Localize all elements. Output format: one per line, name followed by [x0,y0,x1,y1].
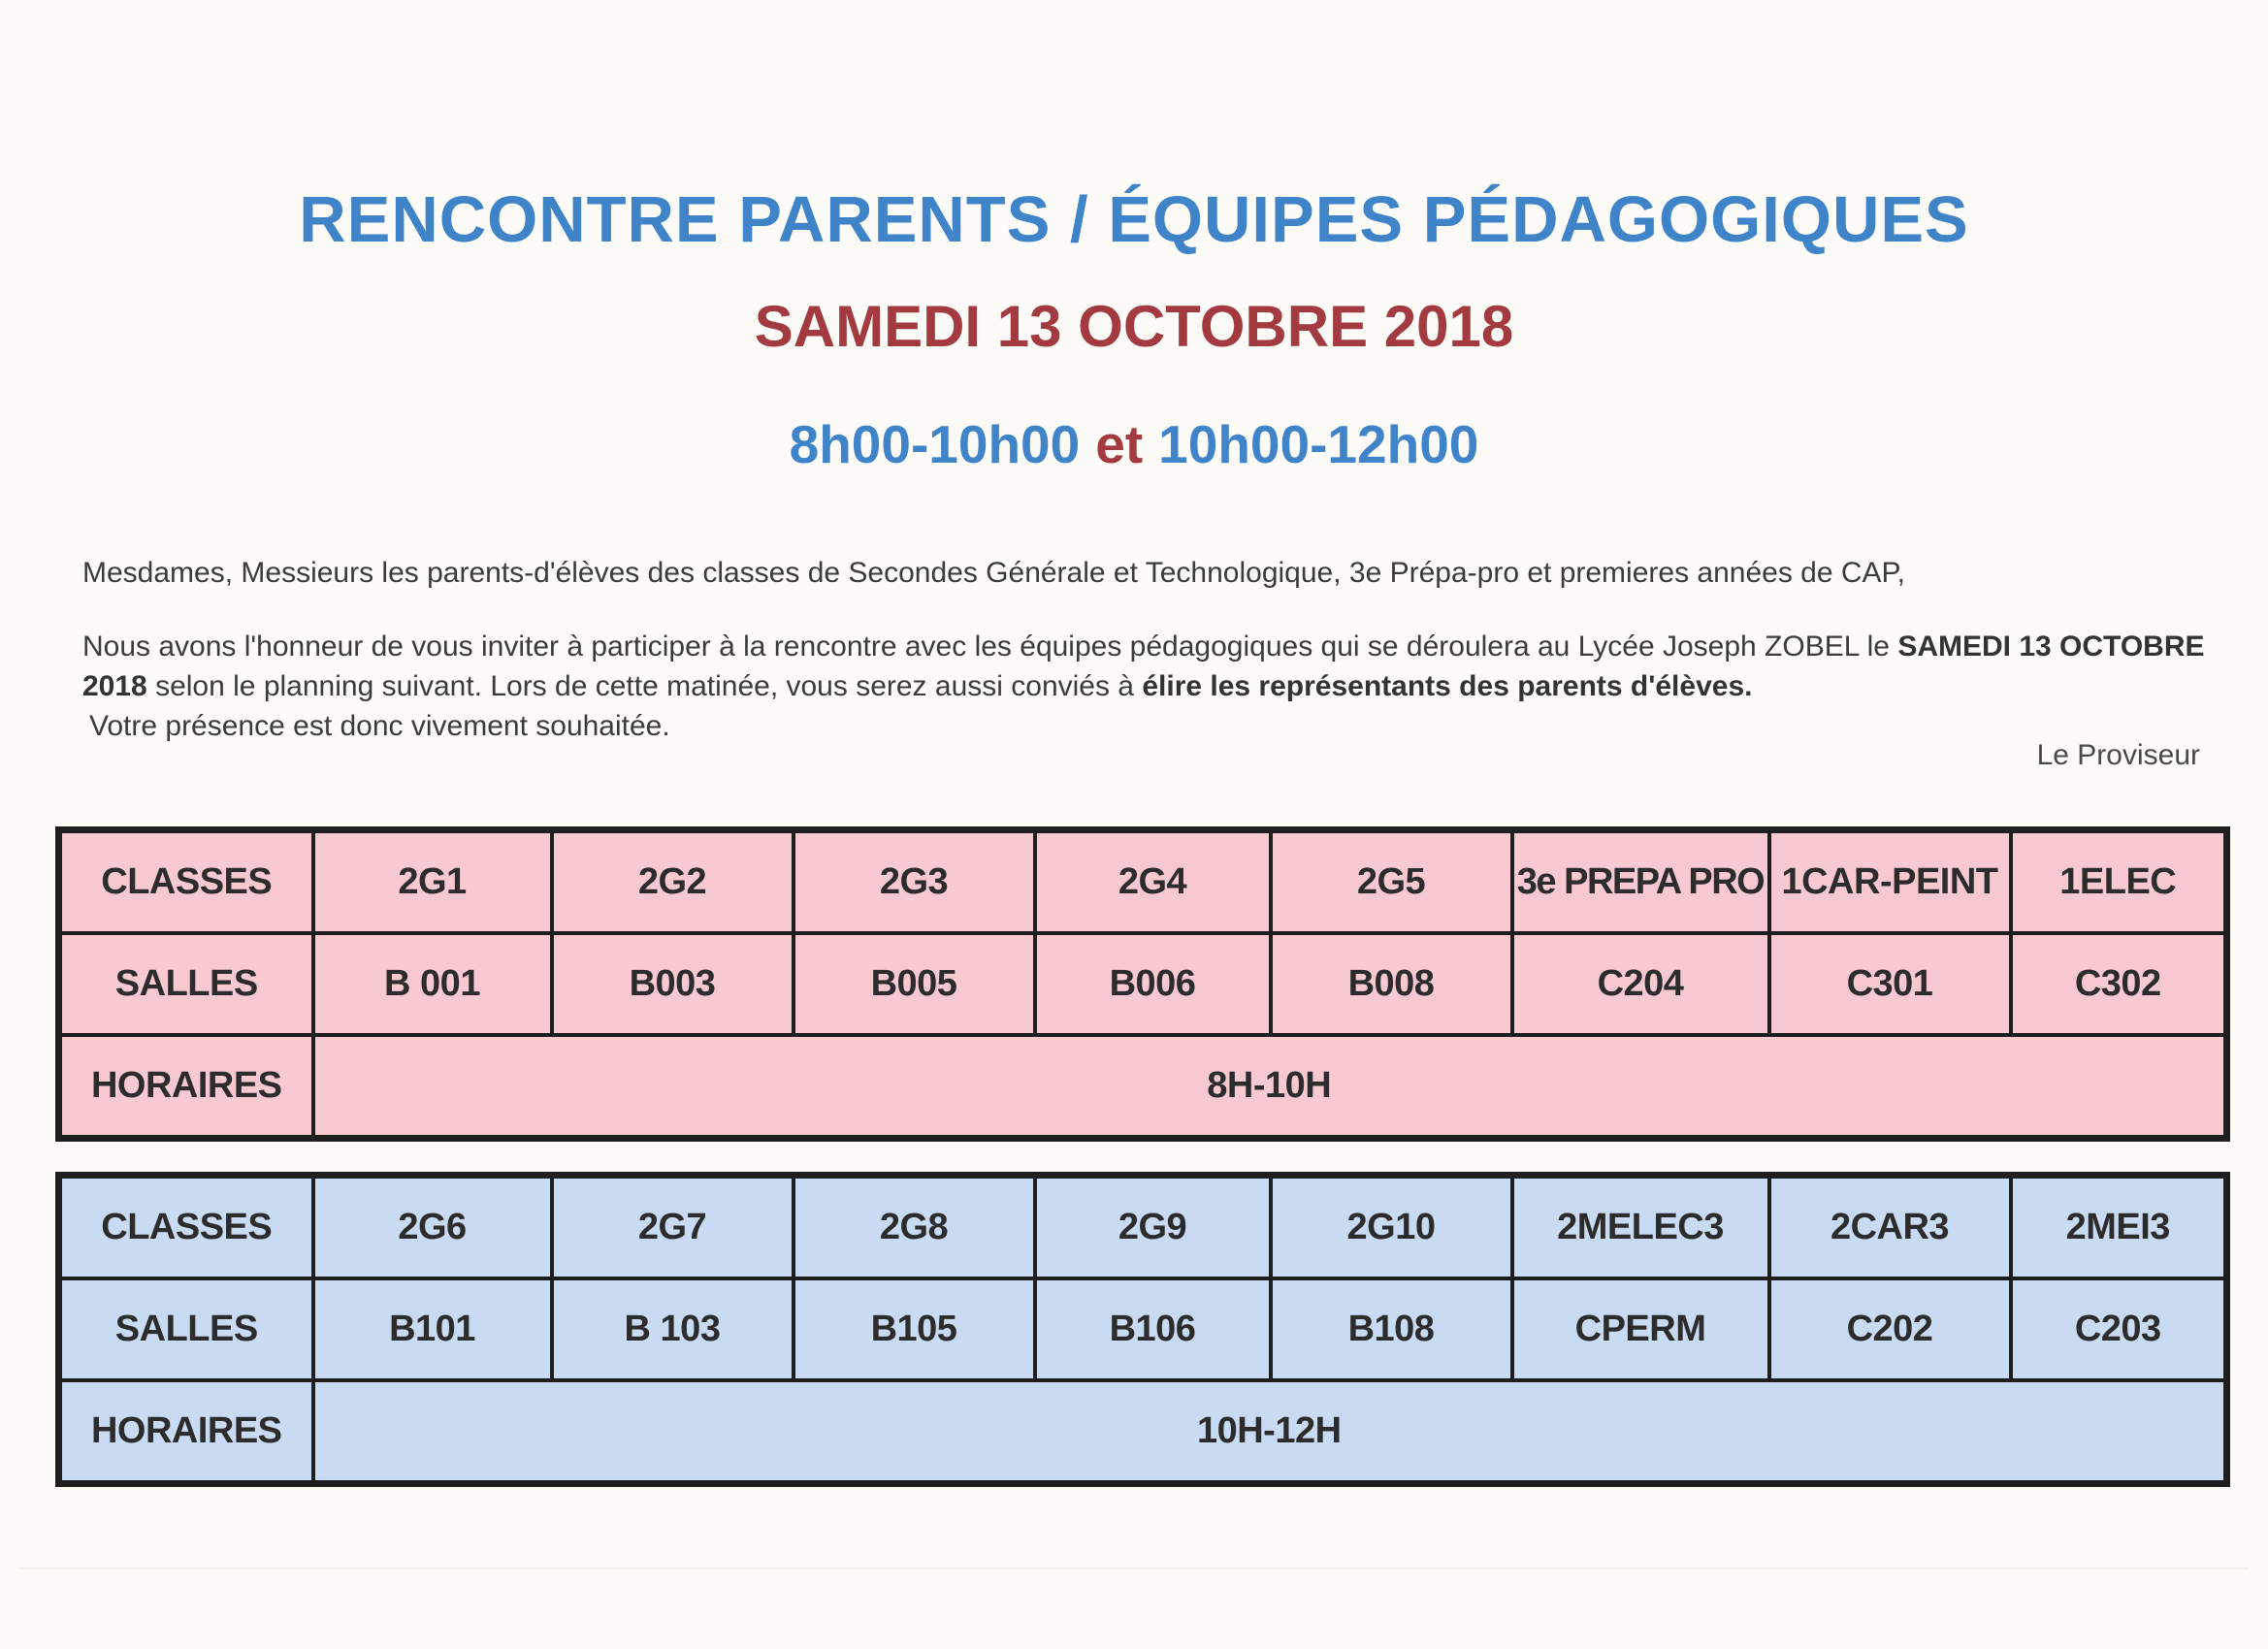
morning-salles-row [59,933,2227,1035]
class-cell: 2G9 [1035,1176,1271,1279]
presence-note: Votre présence est donc vivement souhaitée. [89,710,670,742]
salles-row-label: SALLES [59,1278,313,1380]
salle-cell: B106 [1035,1278,1271,1380]
salles-row-label: SALLES [59,933,313,1035]
class-cell: 1ELEC [2011,830,2227,934]
class-cell: 3e PREPA PRO [1512,830,1769,934]
salle-cell: B006 [1035,933,1271,1035]
salle-cell: C302 [2011,933,2227,1035]
morning-horaires-row [59,1035,2227,1139]
afternoon-horaires-row [59,1380,2227,1484]
classes-row-label: CLASSES [59,1176,313,1279]
salle-cell: B005 [794,933,1035,1035]
class-cell: 2MELEC3 [1512,1176,1769,1279]
salle-cell: B105 [794,1278,1035,1380]
salle-cell: C204 [1512,933,1769,1035]
salle-cell: C301 [1769,933,2011,1035]
class-cell: 2G5 [1271,830,1512,934]
afternoon-salles-row [59,1278,2227,1380]
salle-cell: CPERM [1512,1278,1769,1380]
signature: Le Proviseur [2036,739,2200,771]
afternoon-schedule-table [55,1172,2230,1487]
horaires-row-label: HORAIRES [59,1380,313,1484]
afternoon-classes-row [59,1176,2227,1279]
salle-cell: B008 [1271,933,1512,1035]
class-cell: 2G2 [552,830,794,934]
page-title: RENCONTRE PARENTS / ÉQUIPES PÉDAGOGIQUES [299,183,1969,256]
event-times [0,413,2268,475]
classes-row-label: CLASSES [59,830,313,934]
invitation-bold-election: élire les représentants des parents d'élèves. [1142,670,1753,702]
class-cell: 2G1 [313,830,552,934]
class-cell: 1CAR-PEINT [1769,830,2011,934]
class-cell: 2G6 [313,1176,552,1279]
morning-classes-row [59,830,2227,934]
salle-cell: C202 [1769,1278,2011,1380]
horaires-row-label: HORAIRES [59,1035,313,1139]
intro-paragraph: Mesdames, Messieurs les parents-d'élèves des classes de Secondes Générale et Technologique, 3e Prépa-pro et premieres années de CAP, [82,557,1906,589]
salle-cell: B 001 [313,933,552,1035]
invitation-paragraph [82,627,2226,706]
morning-schedule-table [55,826,2230,1142]
salle-cell: B108 [1271,1278,1512,1380]
salle-cell: B101 [313,1278,552,1380]
invitation-bold-date: SAMEDI 13 OCTOBRE 2018 [82,630,2205,702]
class-cell: 2G4 [1035,830,1271,934]
class-cell: 2G3 [794,830,1035,934]
time-slot-morning: 8h00-10h00 [789,414,1081,474]
invitation-text-1: Nous avons l'honneur de vous inviter à participer à la rencontre avec les équipes pédagogiques qui se déroulera au Lycée Joseph ZOBEL le [82,630,1898,663]
invitation-text-2: selon le planning suivant. Lors de cette matinée, vous serez aussi conviés à [146,670,1143,702]
time-connector: et [1095,414,1144,474]
horaire-value-cell: 8H-10H [313,1035,2227,1139]
salle-cell: B 103 [552,1278,794,1380]
class-cell: 2G8 [794,1176,1035,1279]
class-cell: 2CAR3 [1769,1176,2011,1279]
class-cell: 2G7 [552,1176,794,1279]
salle-cell: C203 [2011,1278,2227,1380]
class-cell: 2G10 [1271,1176,1512,1279]
horaire-value-cell: 10H-12H [313,1380,2227,1484]
event-date: SAMEDI 13 OCTOBRE 2018 [754,294,1514,359]
time-slot-afternoon: 10h00-12h00 [1158,414,1479,474]
class-cell: 2MEI3 [2011,1176,2227,1279]
scan-artifact-line [19,1568,2249,1569]
salle-cell: B003 [552,933,794,1035]
